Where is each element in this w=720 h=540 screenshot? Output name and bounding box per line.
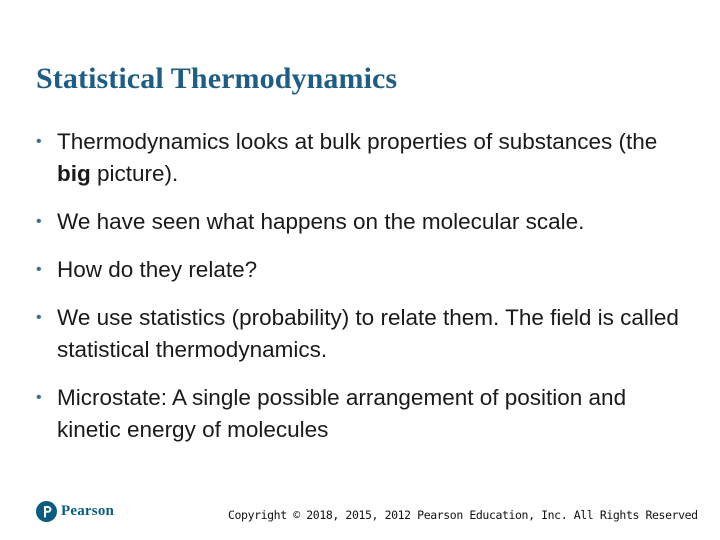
bullet-text-end: picture). <box>90 161 179 186</box>
bullet-item <box>36 206 696 238</box>
bullet-text: How do they relate? <box>57 257 258 282</box>
bullet-item <box>36 382 696 446</box>
bullet-dot-icon: • <box>36 261 42 278</box>
pearson-p-icon <box>36 501 57 522</box>
bullet-item <box>36 126 696 190</box>
bullet-dot-icon: • <box>36 309 42 326</box>
pearson-logo <box>36 501 114 522</box>
bullet-text-bold: big <box>57 161 91 186</box>
copyright-notice: Copyright © 2018, 2015, 2012 Pearson Education, Inc. All Rights Reserved <box>228 508 698 522</box>
bullet-dot-icon: • <box>36 389 42 406</box>
pearson-wordmark: Pearson <box>61 503 115 519</box>
bullet-dot-icon: • <box>36 213 42 230</box>
bullet-text: Microstate: A single possible arrangement of position and kinetic energy of molecules <box>57 385 627 442</box>
bullet-text-start: Thermodynamics looks at bulk properties of substances (the <box>57 129 658 154</box>
bullet-item <box>36 254 696 286</box>
bullet-text: We use statistics (probability) to relate them. The field is called statistical thermodynamics. <box>57 305 679 362</box>
bullet-dot-icon: • <box>36 133 42 150</box>
bullet-list <box>36 126 696 462</box>
slide-title: Statistical Thermodynamics <box>36 62 398 95</box>
bullet-item <box>36 302 696 366</box>
bullet-text: We have seen what happens on the molecular scale. <box>57 209 585 234</box>
